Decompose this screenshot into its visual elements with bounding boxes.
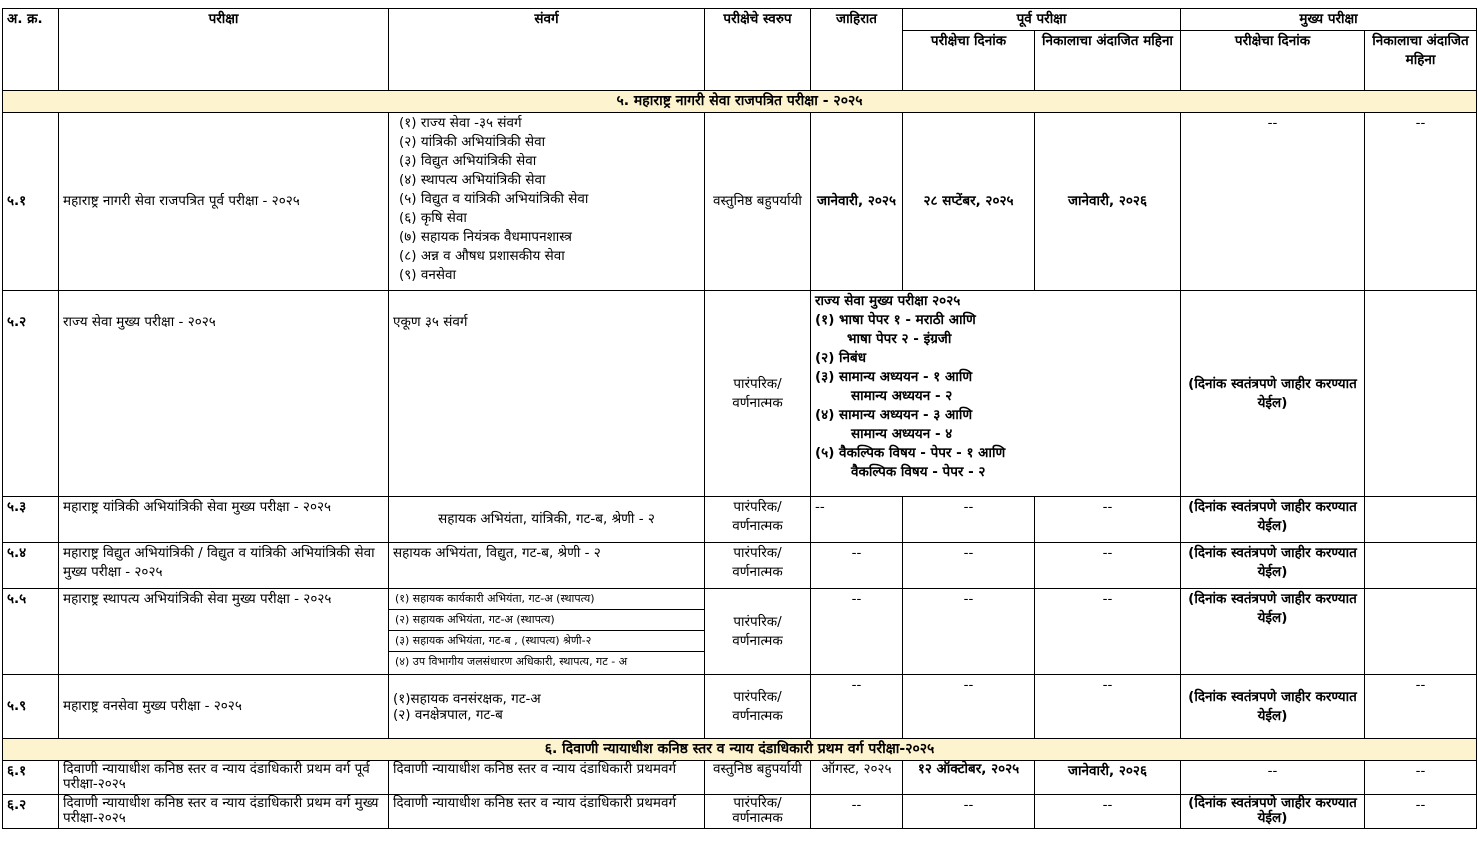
- table-row: [3, 795, 1477, 829]
- cadre-list: [389, 589, 705, 675]
- cadre-name: एकूण ३५ संवर्ग: [389, 291, 705, 497]
- list-item: (५) विद्युत व यांत्रिकी अभियांत्रिकी सेवा: [399, 191, 589, 207]
- row-number: ६.२: [3, 795, 59, 829]
- exam-nature: पारंपरिक/ वर्णनात्मक: [705, 291, 811, 497]
- col-sr-no: अ. क्र.: [3, 9, 59, 91]
- table-row: [3, 291, 1477, 497]
- main-result-month: [1365, 589, 1477, 675]
- list-item: (६) कृषि सेवा: [399, 210, 467, 226]
- col-group-main: मुख्य परीक्षा: [1181, 9, 1477, 31]
- col-exam-nature: परीक्षेचे स्वरुप: [705, 9, 811, 91]
- exam-name: महाराष्ट्र नागरी सेवा राजपत्रित पूर्व परीक्षा - २०२५: [59, 113, 389, 291]
- col-prelim-date: परीक्षेचा दिनांक: [903, 31, 1035, 91]
- cadre-name: सहायक अभियंता, विद्युत, गट-ब, श्रेणी - २: [389, 543, 705, 589]
- main-exam-date: (दिनांक स्वतंत्रपणे जाहीर करण्यात येईल): [1181, 589, 1365, 675]
- prelim-exam-date: --: [903, 543, 1035, 589]
- row-number: ५.२: [3, 291, 59, 497]
- advertisement-month: --: [811, 675, 903, 739]
- list-item: (९) वनसेवा: [399, 267, 456, 283]
- col-group-prelim: पूर्व परीक्षा: [903, 9, 1181, 31]
- advertisement-month: ऑगस्ट, २०२५: [811, 761, 903, 795]
- exam-nature: वस्तुनिष्ठ बहुपर्यायी: [705, 113, 811, 291]
- main-exam-date: (दिनांक स्वतंत्रपणे जाहीर करण्यात येईल): [1181, 497, 1365, 543]
- table-row: [3, 543, 1477, 589]
- col-prelim-result: निकालाचा अंदाजित महिना: [1035, 31, 1181, 91]
- exam-name: दिवाणी न्यायाधीश कनिष्ठ स्तर व न्याय दंडाधिकारी प्रथम वर्ग पूर्व परीक्षा-२०२५: [59, 761, 389, 795]
- exam-name: महाराष्ट्र विद्युत अभियांत्रिकी / विद्युत व यांत्रिकी अभियांत्रिकी सेवा मुख्य परीक्षा - २०२५: [59, 543, 389, 589]
- table-row: [3, 497, 1477, 543]
- cadre-name: दिवाणी न्यायाधीश कनिष्ठ स्तर व न्याय दंडाधिकारी प्रथमवर्ग: [389, 761, 705, 795]
- main-exam-papers: [811, 291, 1181, 497]
- exam-nature: पारंपरिक/ वर्णनात्मक: [705, 543, 811, 589]
- list-item: (३) विद्युत अभियांत्रिकी सेवा: [399, 153, 537, 169]
- prelim-exam-date: --: [903, 589, 1035, 675]
- col-exam: परीक्षा: [59, 9, 389, 91]
- cadre-list: [389, 675, 705, 739]
- row-number: ५.५: [3, 589, 59, 675]
- prelim-exam-date: १२ ऑक्टोबर, २०२५: [903, 761, 1035, 795]
- prelim-result-month: --: [1035, 675, 1181, 739]
- prelim-exam-date: --: [903, 497, 1035, 543]
- prelim-exam-date: --: [903, 795, 1035, 829]
- list-item: (२) यांत्रिकी अभियांत्रिकी सेवा: [399, 134, 546, 150]
- section-title: ६. दिवाणी न्यायाधीश कनिष्ठ स्तर व न्याय दंडाधिकारी प्रथम वर्ग परीक्षा-२०२५: [3, 739, 1477, 761]
- list-item: (१) राज्य सेवा -३५ संवर्ग: [399, 115, 522, 131]
- table-row: [3, 113, 1477, 291]
- prelim-result-month: जानेवारी, २०२६: [1035, 113, 1181, 291]
- prelim-exam-date: --: [903, 675, 1035, 739]
- list-item: (४) स्थापत्य अभियांत्रिकी सेवा: [399, 172, 546, 188]
- list-item: (७) सहायक नियंत्रक वैधमापनशास्त्र: [399, 229, 572, 245]
- advertisement-month: जानेवारी, २०२५: [811, 113, 903, 291]
- main-result-month: [1365, 543, 1477, 589]
- row-number: ५.४: [3, 543, 59, 589]
- prelim-result-month: --: [1035, 497, 1181, 543]
- cadre-name: सहायक अभियंता, यांत्रिकी, गट-ब, श्रेणी - २: [389, 497, 705, 543]
- paper-item: सामान्य अध्ययन - ४: [851, 426, 953, 442]
- row-number: ५.१: [3, 113, 59, 291]
- section-title: ५. महाराष्ट्र नागरी सेवा राजपत्रित परीक्षा - २०२५: [3, 91, 1477, 113]
- list-item: (२) वनक्षेत्रपाल, गट-ब: [393, 706, 503, 723]
- table-row: [3, 589, 1477, 675]
- list-item: (८) अन्न व औषध प्रशासकीय सेवा: [399, 248, 565, 264]
- table-header: [3, 9, 1477, 91]
- col-main-date: परीक्षेचा दिनांक: [1181, 31, 1365, 91]
- list-item: (४) उप विभागीय जलसंधारण अधिकारी, स्थापत्य, गट - अ: [395, 655, 628, 668]
- paper-item: वैकल्पिक विषय - पेपर - २: [851, 464, 986, 480]
- col-advertisement: जाहिरात: [811, 9, 903, 91]
- main-exam-date: (दिनांक स्वतंत्रपणे जाहीर करण्यात येईल): [1181, 543, 1365, 589]
- main-result-month: [1365, 497, 1477, 543]
- list-item: (१)सहायक वनसंरक्षक, गट-अ: [393, 690, 541, 707]
- main-exam-date: --: [1181, 761, 1365, 795]
- main-exam-date: (दिनांक स्वतंत्रपणे जाहीर करण्यात येईल): [1181, 795, 1365, 829]
- exam-nature: पारंपरिक/ वर्णनात्मक: [705, 497, 811, 543]
- prelim-result-month: --: [1035, 543, 1181, 589]
- col-main-result: निकालाचा अंदाजित महिना: [1365, 31, 1477, 91]
- prelim-exam-date: २८ सप्टेंबर, २०२५: [903, 113, 1035, 291]
- list-item: (२) सहायक अभियंता, गट-अ (स्थापत्य): [389, 610, 704, 631]
- prelim-result-month: --: [1035, 795, 1181, 829]
- cadre-subtable: [389, 589, 704, 672]
- paper-item: सामान्य अध्ययन - २: [851, 388, 953, 404]
- table-row: [3, 675, 1477, 739]
- exam-nature: पारंपरिक/ वर्णनात्मक: [705, 589, 811, 675]
- exam-name: महाराष्ट्र वनसेवा मुख्य परीक्षा - २०२५: [59, 675, 389, 739]
- prelim-result-month: --: [1035, 589, 1181, 675]
- advertisement-month: --: [811, 543, 903, 589]
- main-result-month: [1365, 291, 1477, 497]
- exam-nature: वस्तुनिष्ठ बहुपर्यायी: [705, 761, 811, 795]
- exam-name: दिवाणी न्यायाधीश कनिष्ठ स्तर व न्याय दंडाधिकारी प्रथम वर्ग मुख्य परीक्षा-२०२५: [59, 795, 389, 829]
- exam-name: राज्य सेवा मुख्य परीक्षा - २०२५: [59, 291, 389, 497]
- exam-name: महाराष्ट्र यांत्रिकी अभियांत्रिकी सेवा मुख्य परीक्षा - २०२५: [59, 497, 389, 543]
- col-cadre: संवर्ग: [389, 9, 705, 91]
- list-item: (१) सहायक कार्यकारी अभियंता, गट-अ (स्थापत्य): [389, 589, 704, 610]
- table-row: [3, 761, 1477, 795]
- exam-schedule-table: [2, 8, 1477, 829]
- advertisement-month: --: [811, 497, 903, 543]
- cadre-list: [389, 113, 705, 291]
- list-item: (३) सहायक अभियंता, गट-ब , (स्थापत्य) श्रेणी-२: [389, 631, 704, 652]
- paper-item: (३) सामान्य अध्ययन - १ आणि: [815, 369, 973, 385]
- prelim-result-month: जानेवारी, २०२६: [1035, 761, 1181, 795]
- main-exam-date: (दिनांक स्वतंत्रपणे जाहीर करण्यात येईल): [1181, 291, 1365, 497]
- section-heading-6: [3, 739, 1477, 761]
- paper-item: (१) भाषा पेपर १ - मराठी आणि: [815, 312, 976, 328]
- row-number: ५.९: [3, 675, 59, 739]
- paper-item: (५) वैकल्पिक विषय - पेपर - १ आणि: [815, 445, 1006, 461]
- exam-name: महाराष्ट्र स्थापत्य अभियांत्रिकी सेवा मुख्य परीक्षा - २०२५: [59, 589, 389, 675]
- section-heading-5: [3, 91, 1477, 113]
- advertisement-month: --: [811, 795, 903, 829]
- paper-item: भाषा पेपर २ - इंग्रजी: [847, 331, 952, 347]
- row-number: ५.३: [3, 497, 59, 543]
- paper-item: (२) निबंध: [815, 350, 867, 366]
- main-exam-date: --: [1181, 113, 1365, 291]
- papers-title: राज्य सेवा मुख्य परीक्षा २०२५: [815, 293, 961, 309]
- cadre-name: दिवाणी न्यायाधीश कनिष्ठ स्तर व न्याय दंडाधिकारी प्रथमवर्ग: [389, 795, 705, 829]
- exam-nature: पारंपरिक/ वर्णनात्मक: [705, 675, 811, 739]
- main-result-month: --: [1365, 795, 1477, 829]
- exam-nature: पारंपरिक/ वर्णनात्मक: [705, 795, 811, 829]
- row-number: ६.१: [3, 761, 59, 795]
- main-result-month: --: [1365, 113, 1477, 291]
- main-result-month: --: [1365, 675, 1477, 739]
- main-result-month: --: [1365, 761, 1477, 795]
- paper-item: (४) सामान्य अध्ययन - ३ आणि: [815, 407, 973, 423]
- advertisement-month: --: [811, 589, 903, 675]
- main-exam-date: (दिनांक स्वतंत्रपणे जाहीर करण्यात येईल): [1181, 675, 1365, 739]
